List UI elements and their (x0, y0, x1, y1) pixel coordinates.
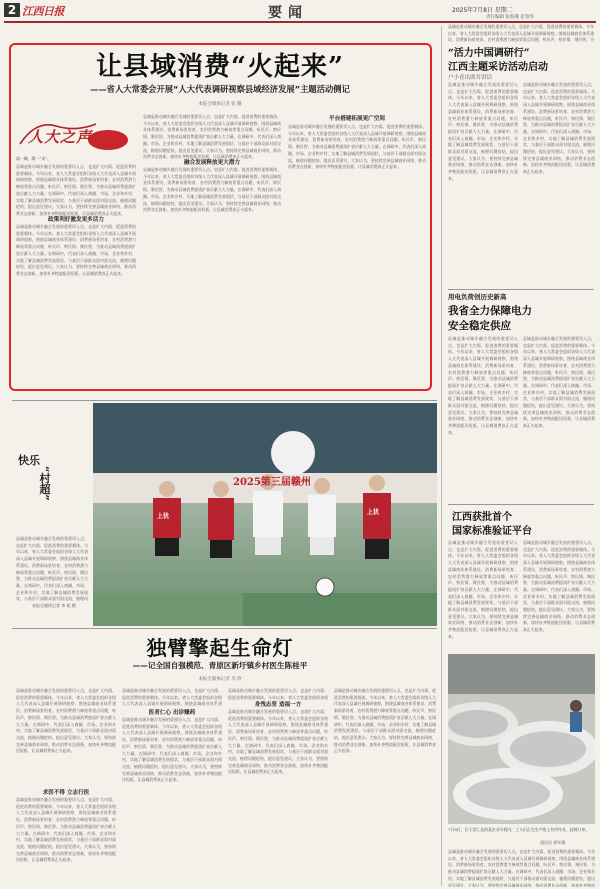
factory-photo (448, 654, 595, 824)
lower-story-subtitle: ——记全国自强模范、青原区新圩镇乡村医生陈桂平 (132, 661, 308, 670)
right3-title-1: 江西获批首个 (452, 512, 512, 523)
lead-intro: 读一城，阅一“众”。 (16, 156, 52, 161)
lower-text-col2-b: 县域是推动城乡融合发展的重要切入点，也是扩大内需、促进消费的重要载体。今年以来，省人大常委会组织各级人大代表深入县域开展调研视察，围绕县域商业体系建设、消费新场景培育、农村消费潜力释放等重点问题，听民声、察民情、聚民智，为推动县域消费提质扩容贡献人大力量。在调研中，代表们深入商圈、市场、企业和乡村，实地了解县域消费发展现状，与基层干部群众面对面交流，梳理问题症结，提出意见建议。大家认为，要持续完善县域商业网络，推动消费业态创新，加快补齐物流配送短板，让县域消费真正火起来。 (122, 717, 222, 783)
lead-text-col2-a: 县域是推动城乡融合发展的重要切入点，也是扩大内需、促进消费的重要载体。今年以来，省人大常委会组织各级人大代表深入县域开展调研视察，围绕县域商业体系建设、消费新场景培育、农村消费潜力释放等重点问题，听民声、察民情、聚民智，为推动县域消费提质扩容贡献人大力量。在调研中，代表们深入商圈、市场、企业和乡村，实地了解县域消费发展现状，与基层干部群众面对面交流，梳理问题症结，提出意见建议。大家认为，要持续完善县域商业网络，推动消费业态创新，加快补齐物流配送短板，让县域消费真正火起来。 (143, 114, 281, 160)
issue-date: 2025年7月8日 星期二 (452, 7, 513, 14)
right2-text-a: 县域是推动城乡融合发展的重要切入点，也是扩大内需、促进消费的重要载体。今年以来，省人大常委会组织各级人大代表深入县域开展调研视察，围绕县域商业体系建设、消费新场景培育、农村消费潜力释放等重点问题，听民声、察民情、聚民智，为推动县域消费提质扩容贡献人大力量。在调研中，代表们深入商圈、市场、企业和乡村，实地了解县域消费发展现状，与基层干部群众面对面交流，梳理问题症结，提出意见建议。大家认为，要持续完善县域商业网络，推动消费业态创新，加快补齐物流配送短板，让县域消费真正火起来。 (448, 336, 518, 435)
right2-text-b: 县域是推动城乡融合发展的重要切入点，也是扩大内需、促进消费的重要载体。今年以来，省人大常委会组织各级人大代表深入县域开展调研视察，围绕县域商业体系建设、消费新场景培育、农村消费潜力释放等重点问题，听民声、察民情、聚民智，为推动县域消费提质扩容贡献人大力量。在调研中，代表们深入商圈、市场、企业和乡村，实地了解县域消费发展现状，与基层干部群众面对面交流，梳理问题症结，提出意见建议。大家认为，要持续完善县域商业网络，推动消费业态创新，加快补齐物流配送短板，让县域消费真正火起来。 (523, 336, 595, 429)
lead-text-col1-b: 县域是推动城乡融合发展的重要切入点，也是扩大内需、促进消费的重要载体。今年以来，省人大常委会组织各级人大代表深入县域开展调研视察，围绕县域商业体系建设、消费新场景培育、农村消费潜力释放等重点问题，听民声、察民情、聚民智，为推动县域消费提质扩容贡献人大力量。在调研中，代表们深入商圈、市场、企业和乡村，实地了解县域消费发展现状，与基层干部群众面对面交流，梳理问题症结，提出意见建议。大家认为，要持续完善县域商业网络，推动消费业态创新，加快补齐物流配送短板，让县域消费真正火起来。 (16, 224, 136, 276)
factory-photo-caption: 7月8日，位于崇仁县的某企业车间内，工人们正在生产线上有序作业，赶制订单。 (448, 827, 590, 832)
right1-byline: 户小青出席并讲话 (448, 75, 493, 81)
right3-rule (448, 504, 594, 505)
column-title-2: “村超” (38, 466, 51, 501)
photo-caption: 县域是推动城乡融合发展的重要切入点，也是扩大内需、促进消费的重要载体。今年以来，省人大常委会组织各级人大代表深入县域开展调研视察，围绕县域商业体系建设、消费新场景培育、农村消费潜力释放等重点问题，听民声、察民情、聚民智，为推动县域消费提质扩容贡献人大力量。在调研中，代表们深入商圈、市场、企业和乡村，实地了解县域消费发展现状，与基层干部群众面对面交流，梳理问 (16, 536, 88, 602)
lower-story-title: 独臂擎起生命灯 (146, 636, 294, 660)
right1-top-text: 县域是推动城乡融合发展的重要切入点，也是扩大内需、促进消费的重要载体。今年以来，省人大常委会组织各级人大代表深入县域开展调研视察，围绕县域商业体系建设、消费新场景培育、农村消费潜力释放等重点问题，听民声、察民情、聚民智，为 (448, 24, 594, 43)
column-logo-text: 人大之声 (28, 128, 93, 146)
right2-title-1: 用电负荷创历史新高 (448, 293, 507, 301)
lower-rule (12, 628, 437, 629)
lower-section-heading-1: 求医不得 立志行医 (42, 790, 90, 796)
lower-text-col1-a: 县域是推动城乡融合发展的重要切入点，也是扩大内需、促进消费的重要载体。今年以来，省人大常委会组织各级人大代表深入县域开展调研视察，围绕县域商业体系建设、消费新场景培育、农村消费潜力释放等重点问题，听民声、察民情、聚民智，为推动县域消费提质扩容贡献人大力量。在调研中，代表们深入商圈、市场、企业和乡村，实地了解县域消费发展现状，与基层干部群众面对面交流，梳理问题症结，提出意见建议。大家认为，要持续完善县域商业网络，推动消费业态创新，加快补齐物流配送短板，让县域消费真正火起来。 (16, 688, 116, 754)
photo-credit: 本报全媒体记者 李 韬 摄 (32, 603, 76, 608)
lower-section-heading-3: 身残志坚 造福一方 (254, 702, 302, 708)
right1-title-1: “活力中国调研行” (448, 48, 530, 59)
lead-text-col2-b: 县域是推动城乡融合发展的重要切入点，也是扩大内需、促进消费的重要载体。今年以来，省人大常委会组织各级人大代表深入县域开展调研视察，围绕县域商业体系建设、消费新场景培育、农村消费潜力释放等重点问题，听民声、察民情、聚民智，为推动县域消费提质扩容贡献人大力量。在调研中，代表们深入商圈、市场、企业和乡村，实地了解县域消费发展现状，与基层干部群众面对面交流，梳理问题症结，提出意见建议。大家认为，要持续完善县域商业网络，推动消费业态创新，加快补齐物流配送短板，让县域消费真正火起来。 (143, 167, 281, 213)
lower-story-byline: 本报全媒体记者 李 欣 (198, 677, 242, 682)
photo-column-rule (12, 400, 437, 401)
lower-text-col2-a: 县域是推动城乡融合发展的重要切入点，也是扩大内需、促进消费的重要载体。今年以来，省人大常委会组织各级人大代表深入县域开展调研视察，围绕县域商业体系建 (122, 688, 222, 707)
right2-title-2: 我省全力保障电力 (448, 305, 532, 317)
jersey-text-left: 上犹 (157, 513, 170, 520)
right1-text-b: 县域是推动城乡融合发展的重要切入点，也是扩大内需、促进消费的重要载体。今年以来，省人大常委会组织各级人大代表深入县域开展调研视察，围绕县域商业体系建设、消费新场景培育、农村消费潜力释放等重点问题，听民声、察民情、聚民智，为推动县域消费提质扩容贡献人大力量。在调研中，代表们深入商圈、市场、企业和乡村，实地了解县域消费发展现状，与基层干部群众面对面交流，梳理问题症结，提出意见建议。大家认为，要持续完善县域商业网络，推动消费业态创新，加快补齐物流配送短板，让县域消费真正火起来。 (523, 82, 595, 175)
lower-text-col4: 县域是推动城乡融合发展的重要切入点，也是扩大内需、促进消费的重要载体。今年以来，省人大常委会组织各级人大代表深入县域开展调研视察，围绕县域商业体系建设、消费新场景培育、农村消费潜力释放等重点问题，听民声、察民情、聚民智，为推动县域消费提质扩容贡献人大力量。在调研中，代表们深入商圈、市场、企业和乡村，实地了解县域消费发展现状，与基层干部群众面对面交流，梳理问题症结，提出意见建议。大家认为，要持续完善县域商业网络，推动消费业态创新，加快补齐物流配送短板，让县域消费真正火起来。 (334, 688, 436, 754)
lead-text-col3: 县域是推动城乡融合发展的重要切入点，也是扩大内需、促进消费的重要载体。今年以来，省人大常委会组织各级人大代表深入县域开展调研视察，围绕县域商业体系建设、消费新场景培育、农村消费潜力释放等重点问题，听民声、察民情、聚民智，为推动县域消费提质扩容贡献人大力量。在调研中，代表们深入商圈、市场、企业和乡村，实地了解县域消费发展现状，与基层干部群众面对面交流，梳理问题症结，提出意见建议。大家认为，要持续完善县域商业网络，推动消费业态创新，加快补齐物流配送短板，让县域消费真正火起来。 (288, 124, 426, 170)
lead-story-subtitle: ——省人大常委会开展“人大代表调研视察县域经济发展”主题活动侧记 (90, 84, 350, 94)
football-photo-image (93, 403, 437, 626)
lead-section-heading-3: 平台搭建拓展更广空间 (329, 116, 385, 122)
lower-text-col3-a: 县域是推动城乡融合发展的重要切入点，也是扩大内需、促进消费的重要载体。今年以来，省人大常委会组织各级 (228, 688, 328, 700)
football-photo (93, 403, 437, 626)
bottom-right-text: 县域是推动城乡融合发展的重要切入点，也是扩大内需、促进消费的重要载体。今年以来，省人大常委会组织各级人大代表深入县域开展调研视察，围绕县域商业体系建设、消费新场景培育、农村消费潜力释放等重点问题，听民声、察民情、聚民智，为推动县域消费提质扩容贡献人大力量。在调研中，代表们深入商圈、市场、企业和乡村，实地了解县域消费发展现状，与基层干部群众面对面交流，梳理问题症结，提出意见建议。大家认为，要持续完善县域商业网络，推动消费业态创新，加快补齐物流 (448, 849, 595, 887)
right3-text-a: 县域是推动城乡融合发展的重要切入点，也是扩大内需、促进消费的重要载体。今年以来，省人大常委会组织各级人大代表深入县域开展调研视察，围绕县域商业体系建设、消费新场景培育、农村消费潜力释放等重点问题，听民声、察民情、聚民智，为推动县域消费提质扩容贡献人大力量。在调研中，代表们深入商圈、市场、企业和乡村，实地了解县域消费发展现状，与基层干部群众面对面交流，梳理问题症结，提出意见建议。大家认为，要持续完善县域商业网络，推动消费业态创新，加快补齐物流配送短板，让县域消费真正火起来。 (448, 540, 518, 639)
lead-section-heading-2: 融合发展释放更大潜力 (184, 160, 240, 166)
lower-text-col3-b: 县域是推动城乡融合发展的重要切入点，也是扩大内需、促进消费的重要载体。今年以来，省人大常委会组织各级人大代表深入县域开展调研视察，围绕县域商业体系建设、消费新场景培育、农村消费潜力释放等重点问题，听民声、察民情、聚民智，为推动县域消费提质扩容贡献人大力量。在调研中，代表们深入商圈、市场、企业和乡村，实地了解县域消费发展现状，与基层干部群众面对面交流，梳理问题症结，提出意见建议。大家认为，要持续完善县域商业网络，推动消费业态创新，加快补齐物流配送短板，让县域消费真正火起来。 (228, 709, 328, 775)
factory-photo-credit: 通讯员 徐军摄 (540, 840, 566, 845)
page-number: 2 (4, 3, 20, 17)
newspaper-logo: 江西日报 (22, 5, 64, 18)
factory-photo-image (448, 654, 595, 824)
lead-section-heading-1: 政策利好激发更多活力 (48, 217, 104, 223)
right2-title-3: 安全稳定供应 (448, 320, 511, 332)
right1-text-a: 县域是推动城乡融合发展的重要切入点，也是扩大内需、促进消费的重要载体。今年以来，省人大常委会组织各级人大代表深入县域开展调研视察，围绕县域商业体系建设、消费新场景培育、农村消费潜力释放等重点问题，听民声、察民情、聚民智，为推动县域消费提质扩容贡献人大力量。在调研中，代表们深入商圈、市场、企业和乡村，实地了解县域消费发展现状，与基层干部群众面对面交流，梳理问题症结，提出意见建议。大家认为，要持续完善县域商业网络，推动消费业态创新，加快补齐物流配送短板，让县域消费真正火起来。 (448, 82, 518, 181)
column-logo (16, 118, 130, 152)
column-title-1: 快乐 (18, 454, 40, 467)
right3-text-b: 县域是推动城乡融合发展的重要切入点，也是扩大内需、促进消费的重要载体。今年以来，省人大常委会组织各级人大代表深入县域开展调研视察，围绕县域商业体系建设、消费新场景培育、农村消费潜力释放等重点问题，听民声、察民情、聚民智，为推动县域消费提质扩容贡献人大力量。在调研中，代表们深入商圈、市场、企业和乡村，实地了解县域消费发展现状，与基层干部群众面对面交流，梳理问题症结，提出意见建议。大家认为，要持续完善县域商业网络，推动消费业态创新，加快补齐物流配送短板，让县域消费真正火起来。 (523, 540, 595, 633)
lead-story-byline: 本报全媒体记者 张 璐 (198, 102, 242, 107)
right-column-divider (441, 26, 442, 886)
lead-text-col1-a: 县域是推动城乡融合发展的重要切入点，也是扩大内需、促进消费的重要载体。今年以来，省人大常委会组织各级人大代表深入县域开展调研视察，围绕县域商业体系建设、消费新场景培育、农村消费潜力释放等重点问题，听民声、察民情、聚民智，为推动县域消费提质扩容贡献人大力量。在调研中，代表们深入商圈、市场、企业和乡村，实地了解县域消费发展现状，与基层干部群众面对面交流，梳理问题症结，提出意见建议。大家认为，要持续完善县域商业网络，推动消费业态创新，加快补齐物流配送短板，让县域消费真正火起来。 (16, 164, 136, 216)
section-title: 要闻 (268, 5, 308, 21)
right3-title-2: 国家标准验证平台 (452, 526, 532, 537)
lower-section-heading-2: 医者仁心 出诊赚药 (148, 710, 196, 716)
jersey-text-right: 上犹 (367, 509, 380, 516)
editors: 责任编辑 张海燕 范春华 (486, 15, 534, 20)
right2-rule (448, 289, 594, 290)
header-rule (4, 21, 596, 23)
lower-text-col1-b: 县域是推动城乡融合发展的重要切入点，也是扩大内需、促进消费的重要载体。今年以来，省人大常委会组织各级人大代表深入县域开展调研视察，围绕县域商业体系建设、消费新场景培育、农村消费潜力释放等重点问题，听民声、察民情、聚民智，为推动县域消费提质扩容贡献人大力量。在调研中，代表们深入商圈、市场、企业和乡村，实地了解县域消费发展现状，与基层干部群众面对面交流，梳理问题症结，提出意见建议。大家认为，要持续完善县域商业网络，推动消费业态创新，加快补齐物流配送短板，让县域消费真正火起来。 (16, 797, 116, 863)
right1-title-2: 江西主题采访活动启动 (448, 62, 548, 73)
photo-banner-text: 2025第三届赣州 (233, 477, 311, 488)
lead-story-title: 让县域消费“火起来” (96, 52, 344, 82)
